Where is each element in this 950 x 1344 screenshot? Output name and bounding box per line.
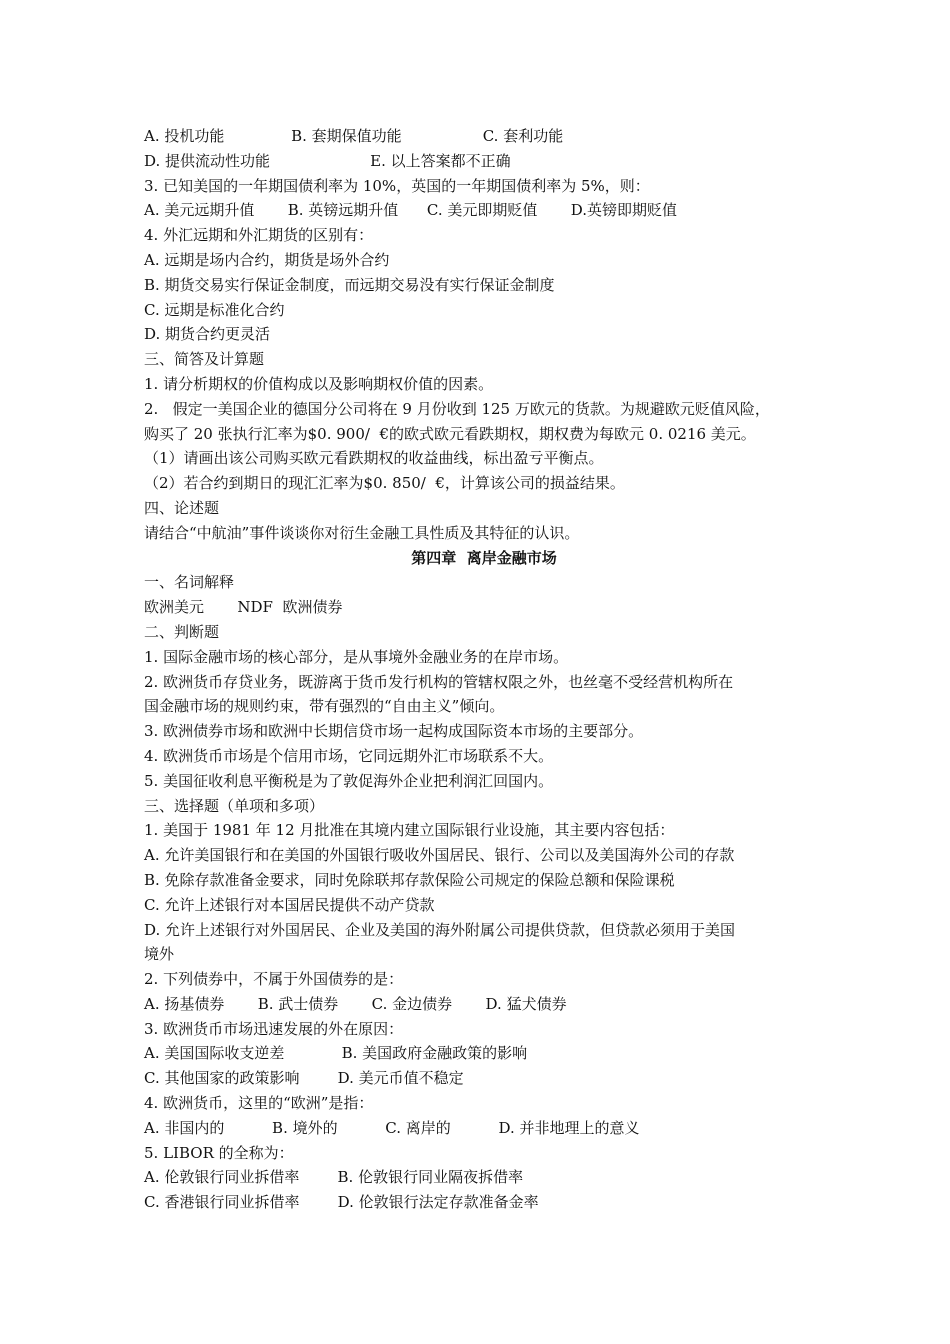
section-heading: 一、名词解释 [144,573,235,592]
text-line: A. 非国内的 B. 境外的 C. 离岸的 D. 并非地理上的意义 [144,1118,640,1137]
text-line: B. 免除存款准备金要求，同时免除联邦存款保险公司规定的保险总额和保险课税 [144,870,675,889]
text-line: 2. 下列债券中，不属于外国债券的是： [144,970,404,989]
document-page [144,124,824,1215]
text-line: 4. 外汇远期和外汇期货的区别有： [144,226,374,245]
text-line: D. 允许上述银行对外国居民、企业及美国的海外附属公司提供贷款，但贷款必须用于美国 [144,920,736,939]
text-line: D. 期货合约更灵活 [144,325,271,344]
text-line: 5. LIBOR 的全称为： [144,1143,294,1162]
text-line: B. 期货交易实行保证金制度，而远期交易没有实行保证金制度 [144,275,555,294]
text-line: 国金融市场的规则约束，带有强烈的“自由主义”倾向。 [144,697,505,716]
text-line: 1. 请分析期权的价值构成以及影响期权价值的因素。 [144,374,494,393]
text-line: A. 允许美国银行和在美国的外国银行吸收外国居民、银行、公司以及美国海外公司的存款 [144,846,735,865]
text-line: 境外 [144,945,175,964]
text-line: A. 扬基债券 B. 武士债券 C. 金边债券 D. 猛犬债券 [144,994,567,1013]
text-line: 2. 假定一美国企业的德国分公司将在 9 月份收到 125 万欧元的货款。为规避欧元贬值风险， [144,399,770,418]
text-line: A. 投机功能 B. 套期保值功能 C. 套利功能 [144,127,564,145]
text-line: A. 伦敦银行同业拆借率 B. 伦敦银行同业隔夜拆借率 [144,1168,524,1187]
text-line: 5. 美国征收利息平衡税是为了敦促海外企业把利润汇回国内。 [144,771,554,790]
text-line: 请结合“中航油”事件谈谈你对衍生金融工具性质及其特征的认识。 [144,523,580,542]
text-line: 4. 欧洲货币，这里的“欧洲”是指： [144,1094,374,1113]
text-line: D. 提供流动性功能 E. 以上答案都不正确 [144,151,511,170]
text-line: A. 美元远期升值 B. 英镑远期升值 C. 美元即期贬值 D.英镑即期贬值 [144,201,678,220]
section-heading: 三、简答及计算题 [144,350,265,369]
text-line: C. 远期是标准化合约 [144,300,285,319]
chapter-title: 第四章 离岸金融市场 [411,548,557,567]
text-line: A. 远期是场内合约，期货是场外合约 [144,250,390,269]
text-line: 3. 已知美国的一年期国债利率为 10%，英国的一年期国债利率为 5%，则： [144,176,650,195]
text-line: 4. 欧洲货币市场是个信用市场，它同远期外汇市场联系不大。 [144,746,554,765]
text-line: A. 美国国际收支逆差 B. 美国政府金融政策的影响 [144,1044,528,1063]
text-line: 2. 欧洲货币存贷业务，既游离于货币发行机构的管辖权限之外，也丝毫不受经营机构所在 [144,672,734,691]
text-line: 欧洲美元 NDF 欧洲债券 [144,598,343,617]
text-line: C. 允许上述银行对本国居民提供不动产贷款 [144,895,435,914]
text-line: C. 香港银行同业拆借率 D. 伦敦银行法定存款准备金率 [144,1193,539,1212]
text-line: 3. 欧洲货币市场迅速发展的外在原因： [144,1019,404,1038]
text-line: 3. 欧洲债券市场和欧洲中长期信贷市场一起构成国际资本市场的主要部分。 [144,722,644,741]
text-line: （1）请画出该公司购买欧元看跌期权的收益曲线，标出盈亏平衡点。 [144,449,604,468]
text-line: C. 其他国家的政策影响 D. 美元币值不稳定 [144,1069,464,1088]
text-line: （2）若合约到期日的现汇汇率为$0. 850/ €，计算该公司的损益结果。 [144,474,625,493]
text-line: 1. 美国于 1981 年 12 月批准在其境内建立国际银行业设施，其主要内容包括： [144,821,675,840]
text-line: 1. 国际金融市场的核心部分，是从事境外金融业务的在岸市场。 [144,647,569,666]
section-heading: 四、论述题 [144,498,220,517]
text-line: 购买了 20 张执行汇率为$0. 900/ €的欧式欧元看跌期权，期权费为每欧元 0. 0216 美元。 [144,424,756,443]
section-heading: 二、判断题 [144,622,220,641]
section-heading: 三、选择题（单项和多项） [144,796,325,815]
